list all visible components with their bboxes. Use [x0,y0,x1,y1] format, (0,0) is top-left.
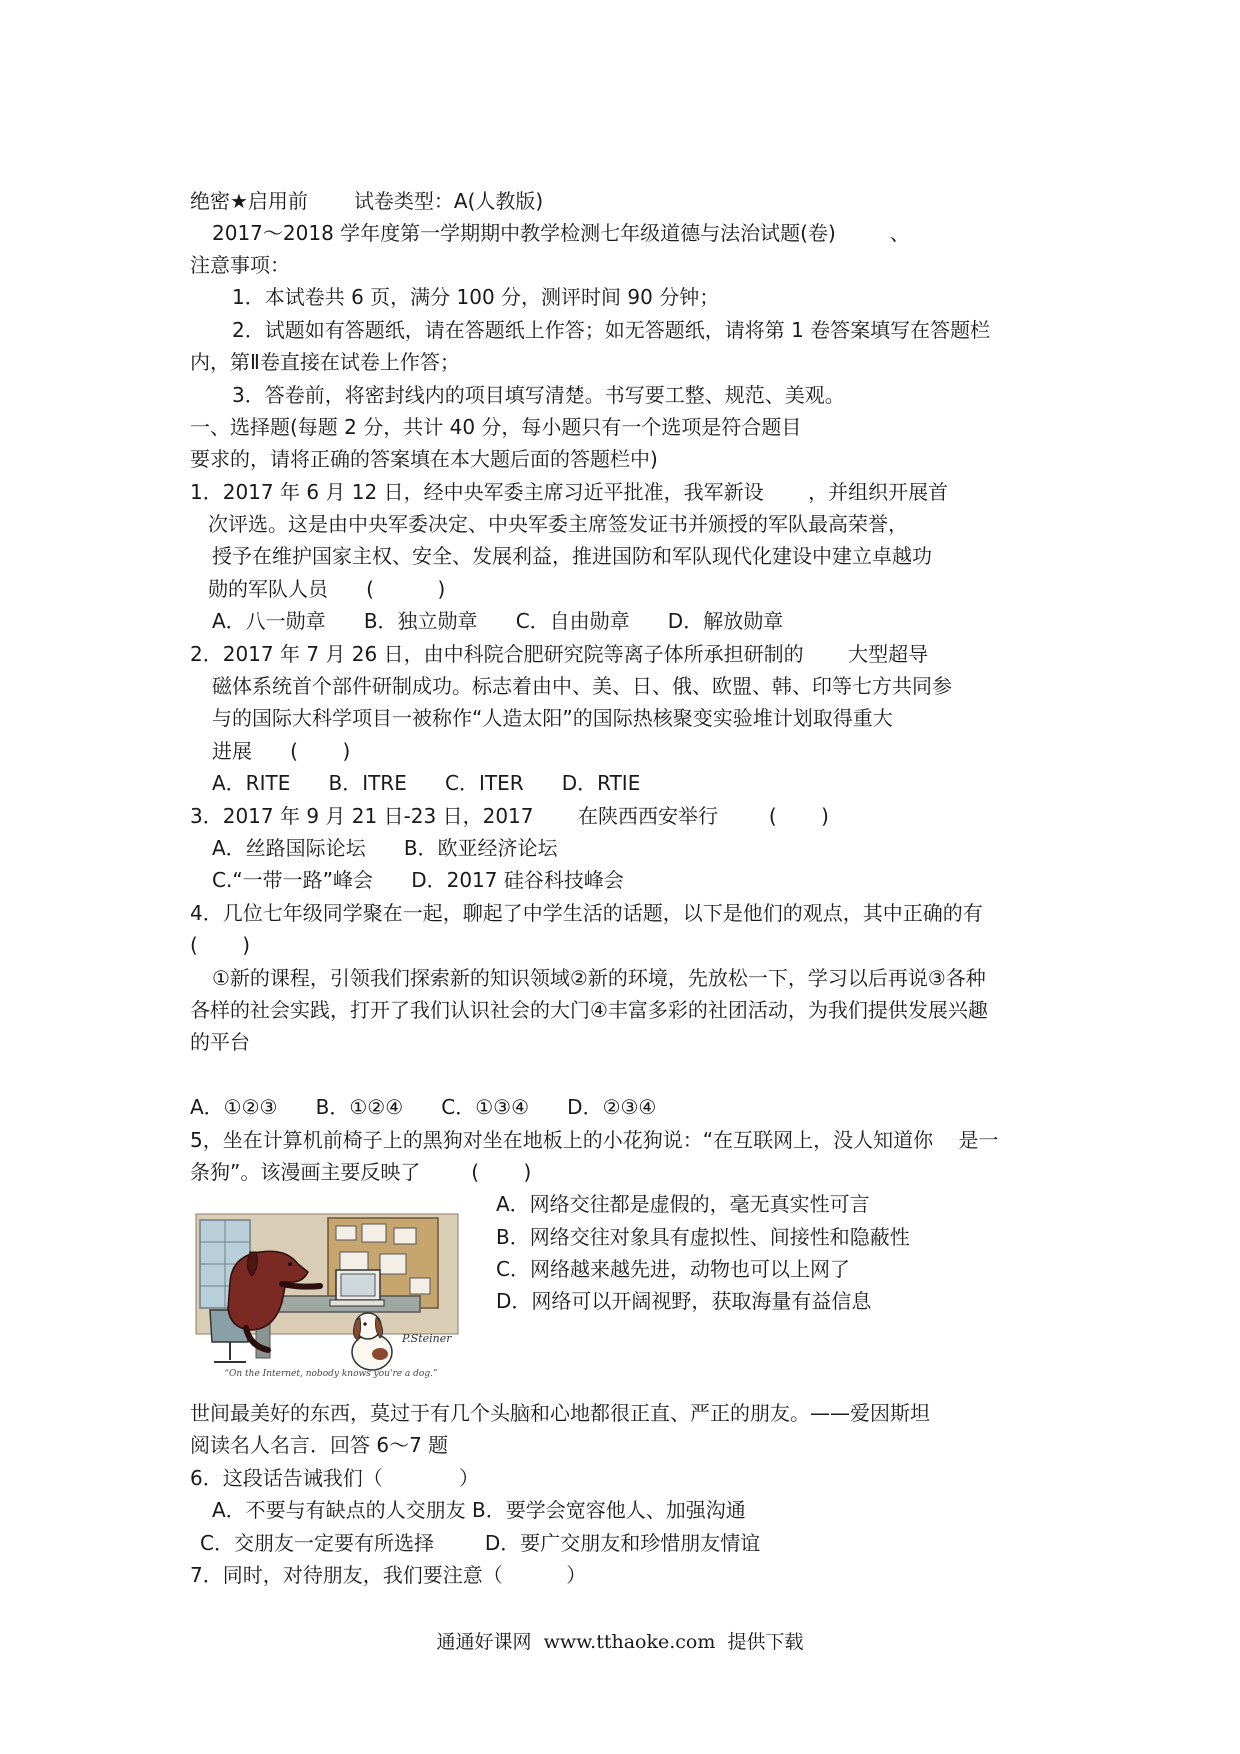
cartoon-signature: P.Steiner [402,1332,452,1345]
q4-stem-2: ( ) [190,933,251,957]
paper-type: 试卷类型：A(人教版) [353,189,544,213]
q4-stem-3: ①新的课程，引领我们探索新的知识领域②新的环境，先放松一下，学习以后再说③各种 [212,966,986,990]
notes-heading: 注意事项： [190,253,290,277]
note-2-cont: 内，第Ⅱ卷直接在试卷上作答； [190,350,460,374]
title-mark: 、 [889,221,910,245]
q6-stem: 6．这段话告诫我们（ ） [190,1466,480,1490]
q2-stem-3: 与的国际大科学项目一被称作“人造太阳”的国际热核聚变实验堆计划取得重大 [212,706,893,730]
q2-stem-4: 进展 ( ) [212,739,351,763]
q1-stem-2: 次评选。这是由中央军委决定、中央军委主席签发证书并颁授的军队最高荣誉， [208,512,908,536]
q7-stem: 7．同时，对待朋友，我们要注意（ ） [190,1563,587,1587]
secret-label: 绝密★启用前 [190,189,308,213]
q1-stem-3: 授予在维护国家主权、安全、发展利益，推进国防和军队现代化建设中建立卓越功 [212,544,932,568]
exam-title: 2017～2018 学年度第一学期期中教学检测七年级道德与法治试题(卷) [212,221,836,245]
note-3: 3．答卷前，将密封线内的项目填写清楚。书写要工整、规范、美观。 [232,383,845,407]
q4-stem-5: 的平台 [190,1030,250,1054]
q5-option-b: B．网络交往对象具有虚拟性、间接性和隐蔽性 [496,1225,910,1249]
section-instructions: 要求的，请将正确的答案填在本大题后面的答题栏中) [190,447,658,471]
q3-options-2: C.“一带一路”峰会 D．2017 硅谷科技峰会 [212,868,624,892]
q2-options: A．RITE B．ITRE C．ITER D．RTIE [212,771,641,795]
cartoon-caption: “On the Internet, nobody knows you're a dog.” [224,1369,438,1379]
q4-stem-4: 各样的社会实践，打开了我们认识社会的大门④丰富多彩的社团活动，为我们提供发展兴趣 [190,998,988,1022]
q5-option-c: C．网络越来越先进，动物也可以上网了 [496,1257,850,1281]
section-heading: 一、选择题(每题 2 分，共计 40 分，每小题只有一个选项是符合题目 [190,415,802,439]
q5-stem-1: 5，坐在计算机前椅子上的黑狗对坐在地板上的小花狗说：“在互联网上，没人知道你 是一 [190,1128,999,1152]
note-2: 2．试题如有答题纸，请在答题纸上作答；如无答题纸，请将第 1 卷答案填写在答题栏 [232,318,991,342]
q1-stem-1: 1．2017 年 6 月 12 日，经中央军委主席习近平批准，我军新设 ，并组织开展首 [190,480,949,504]
q6-options-2: C．交朋友一定要有所选择 D．要广交朋友和珍惜朋友情谊 [200,1531,761,1555]
q1-options: A．八一勋章 B．独立勋章 C．自由勋章 D．解放勋章 [212,609,784,633]
q4-stem-1: 4．几位七年级同学聚在一起，聊起了中学生活的话题，以下是他们的观点，其中正确的有 [190,901,983,925]
footer-source: 通通好课网 www.tthaoke.com 提供下载 [436,1631,804,1653]
q5-stem-2: 条狗”。该漫画主要反映了 ( ) [190,1160,532,1184]
title-line [212,219,910,247]
q5-option-d: D．网络可以开阔视野，获取海量有益信息 [496,1289,872,1313]
q2-stem-1: 2．2017 年 7 月 26 日，由中科院合肥研究院等离子体所承担研制的 大型超导 [190,642,929,666]
q3-stem: 3．2017 年 9 月 21 日-23 日，2017 在陕西西安举行 ( ) [190,804,829,828]
quote-text: 世间最美好的东西，莫过于有几个头脑和心地都很正直、严正的朋友。——爱因斯坦 [190,1401,930,1425]
note-1: 1．本试卷共 6 页，满分 100 分，测评时间 90 分钟； [232,285,720,309]
quote-prompt: 阅读名人名言．回答 6～7 题 [190,1433,449,1457]
header-line [190,187,543,215]
q1-stem-4: 勋的军队人员 ( ) [208,577,446,601]
q4-options: A．①②③ B．①②④ C．①③④ D．②③④ [190,1095,657,1119]
dog-cartoon-image [190,1212,472,1384]
q3-options-1: A．丝路国际论坛 B．欧亚经济论坛 [212,836,558,860]
q2-stem-2: 磁体系统首个部件研制成功。标志着由中、美、日、俄、欧盟、韩、印等七方共同参 [212,674,952,698]
q6-options-1: A．不要与有缺点的人交朋友 B．要学会宽容他人、加强沟通 [212,1498,746,1522]
q5-option-a: A．网络交往都是虚假的，毫无真实性可言 [496,1192,870,1216]
